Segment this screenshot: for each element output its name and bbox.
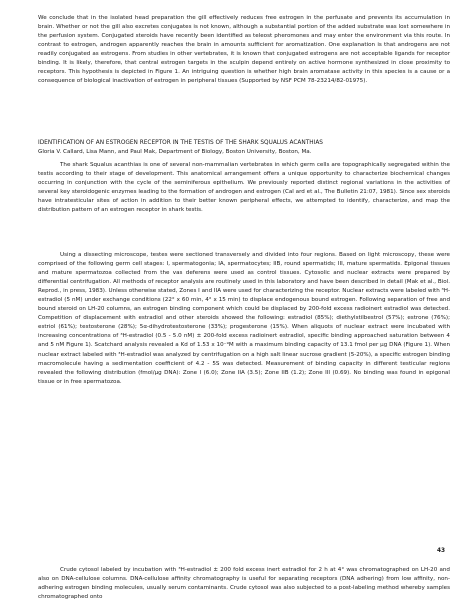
paragraph-methods-results: Using a dissecting microscope, testes were sectioned transversely and divided into four regions. Based on light microscopy, these were comprised of the following germ cell stages: I, spermatogonia; IA, spermatocytes; IIB, round spermatids; III, mature spermatids. Epigonal tissues and mature spermatozoa collected from the vas deferens were used as control tissues. Cytosolic and nuclear extracts were prepared by differential centrifugation. All methods of receptor analysis are routinely used in this laboratory and have been described in detail (Mak et al., Biol. Reprod., in press, 1983). Unless otherwise stated, Zones I and IIA were used for characterizing the receptor. Nuclear extracts were labeled with ³H-estradiol (5 nM) under exchange conditions (22° x 60 min, 4° x 15 min) to displace endogenous bound estrogen. Following separation of free and bound steroid on LH-20 columns, an estrogen binding component which could be displaced by 200-fold excess radioinert estradiol was detected. Competition of displacement with estradiol and other steroids showed the following: estradiol (85%); diethylstilbestrol (57%); estrone (76%); estriol (61%); testosterone (28%); 5α-dihydrotestosterone (33%); progesterone (15%). When aliquots of nuclear extract were incubated with increasing concentrations of ³H-estradiol (0.5 - 5.0 nM) ± 200-fold excess radioinert estradiol, specific binding approached saturation between 4 and 5 nM Figure 1). Scatchard analysis revealed a Kd of 1.53 x 10⁻⁹M with a maximum binding capacity of 13.1 fmol per μg DNA (Figure 1). When nuclear extract labeled with ³H-estradiol was analyzed by centrifugation on a high salt linear sucrose gradient (5-20%), a specific estrogen binding macromolecule having a sedimentation coefficient of 4.2 - 5S was detected. Measurement of binding capacity in different testicular regions revealed the following distribution (fmol/μg DNA): Zone I (6.0); Zone IIA (3.5); Zone IIB (1.2); Zone III (0.69). No binding was found in epigonal tissue or in free spermatozoa.: [38, 252, 450, 385]
page-number: 43: [437, 548, 446, 554]
author-line: Gloria V. Callard, Lisa Mann, and Paul Mak, Department of Biology, Boston University, Boston, Ma.: [38, 149, 312, 155]
section-heading: IDENTIFICATION OF AN ESTROGEN RECEPTOR IN THE TESTIS OF THE SHARK SQUALUS ACANTHIAS: [38, 140, 323, 146]
paragraph-cytosol: Crude cytosol labeled by incubation with ³H-estradiol ± 200 fold excess inert estradiol for 2 h at 4° was chromatographed on LH-20 and also on DNA-cellulose columns. DNA-cellulose affinity chromatography is useful for separating receptors (DNA adhering) from low affinity, non-adhering estrogen binding molecules, usually serum contaminants. Crude cytosol was also subjected to a post-labeling method whereby samples chromatographed onto: [38, 567, 450, 601]
paragraph-introduction: The shark Squalus acanthias is one of several non-mammalian vertebrates in which germ cells are topographically segregated within the testis according to their stage of development. This anatomical arrangement offers a unique opportunity to characterize biochemical changes occurring in conjunction with the cycle of the seminiferous epithelium. We previously reported distinct regional variations in the activities of several key steroidogenic enzymes leading to the formation of androgen and estrogen (Cal ard et al., The Bulletin 21:07, 1981). Since sex steroids have intratesticular sites of action in addition to their better known peripheral effects, we attempted to identify, characterize, and map the distribution pattern of an estrogen receptor in shark testis.: [38, 162, 450, 214]
paragraph-conclusion: We conclude that in the isolated head preparation the gill effectively reduces free estrogen in the perfusate and prevents its accumulation in brain. Whether or not the gill also excretes conjugates is not known, although a substantial portion of the added substrate was lost somewhere in the perfusion system. Conjugated steroids have recently been identified as teleost pheromones and may enter the environment via this route. In contrast to estrogen, androgen apparently reaches the brain in amounts sufficient for aromatization. One explanation is that androgens are not readily conjugated as estrogens. From studies in other vertebrates, it is known that conjugated estrogens are not acceptable ligands for receptor binding. It is likely, therefore, that central estrogen targets in the sculpin depend entirely on active hormone synthesized in close proximity to receptors. This hypothesis is depicted in Figure 1. An intriguing question is whether high brain aromatase activity in this species is a cause or a consequence of biological inactivation of estrogen in peripheral tissues (Supported by NSF PCM 78-23214/82-01975).: [38, 15, 450, 85]
